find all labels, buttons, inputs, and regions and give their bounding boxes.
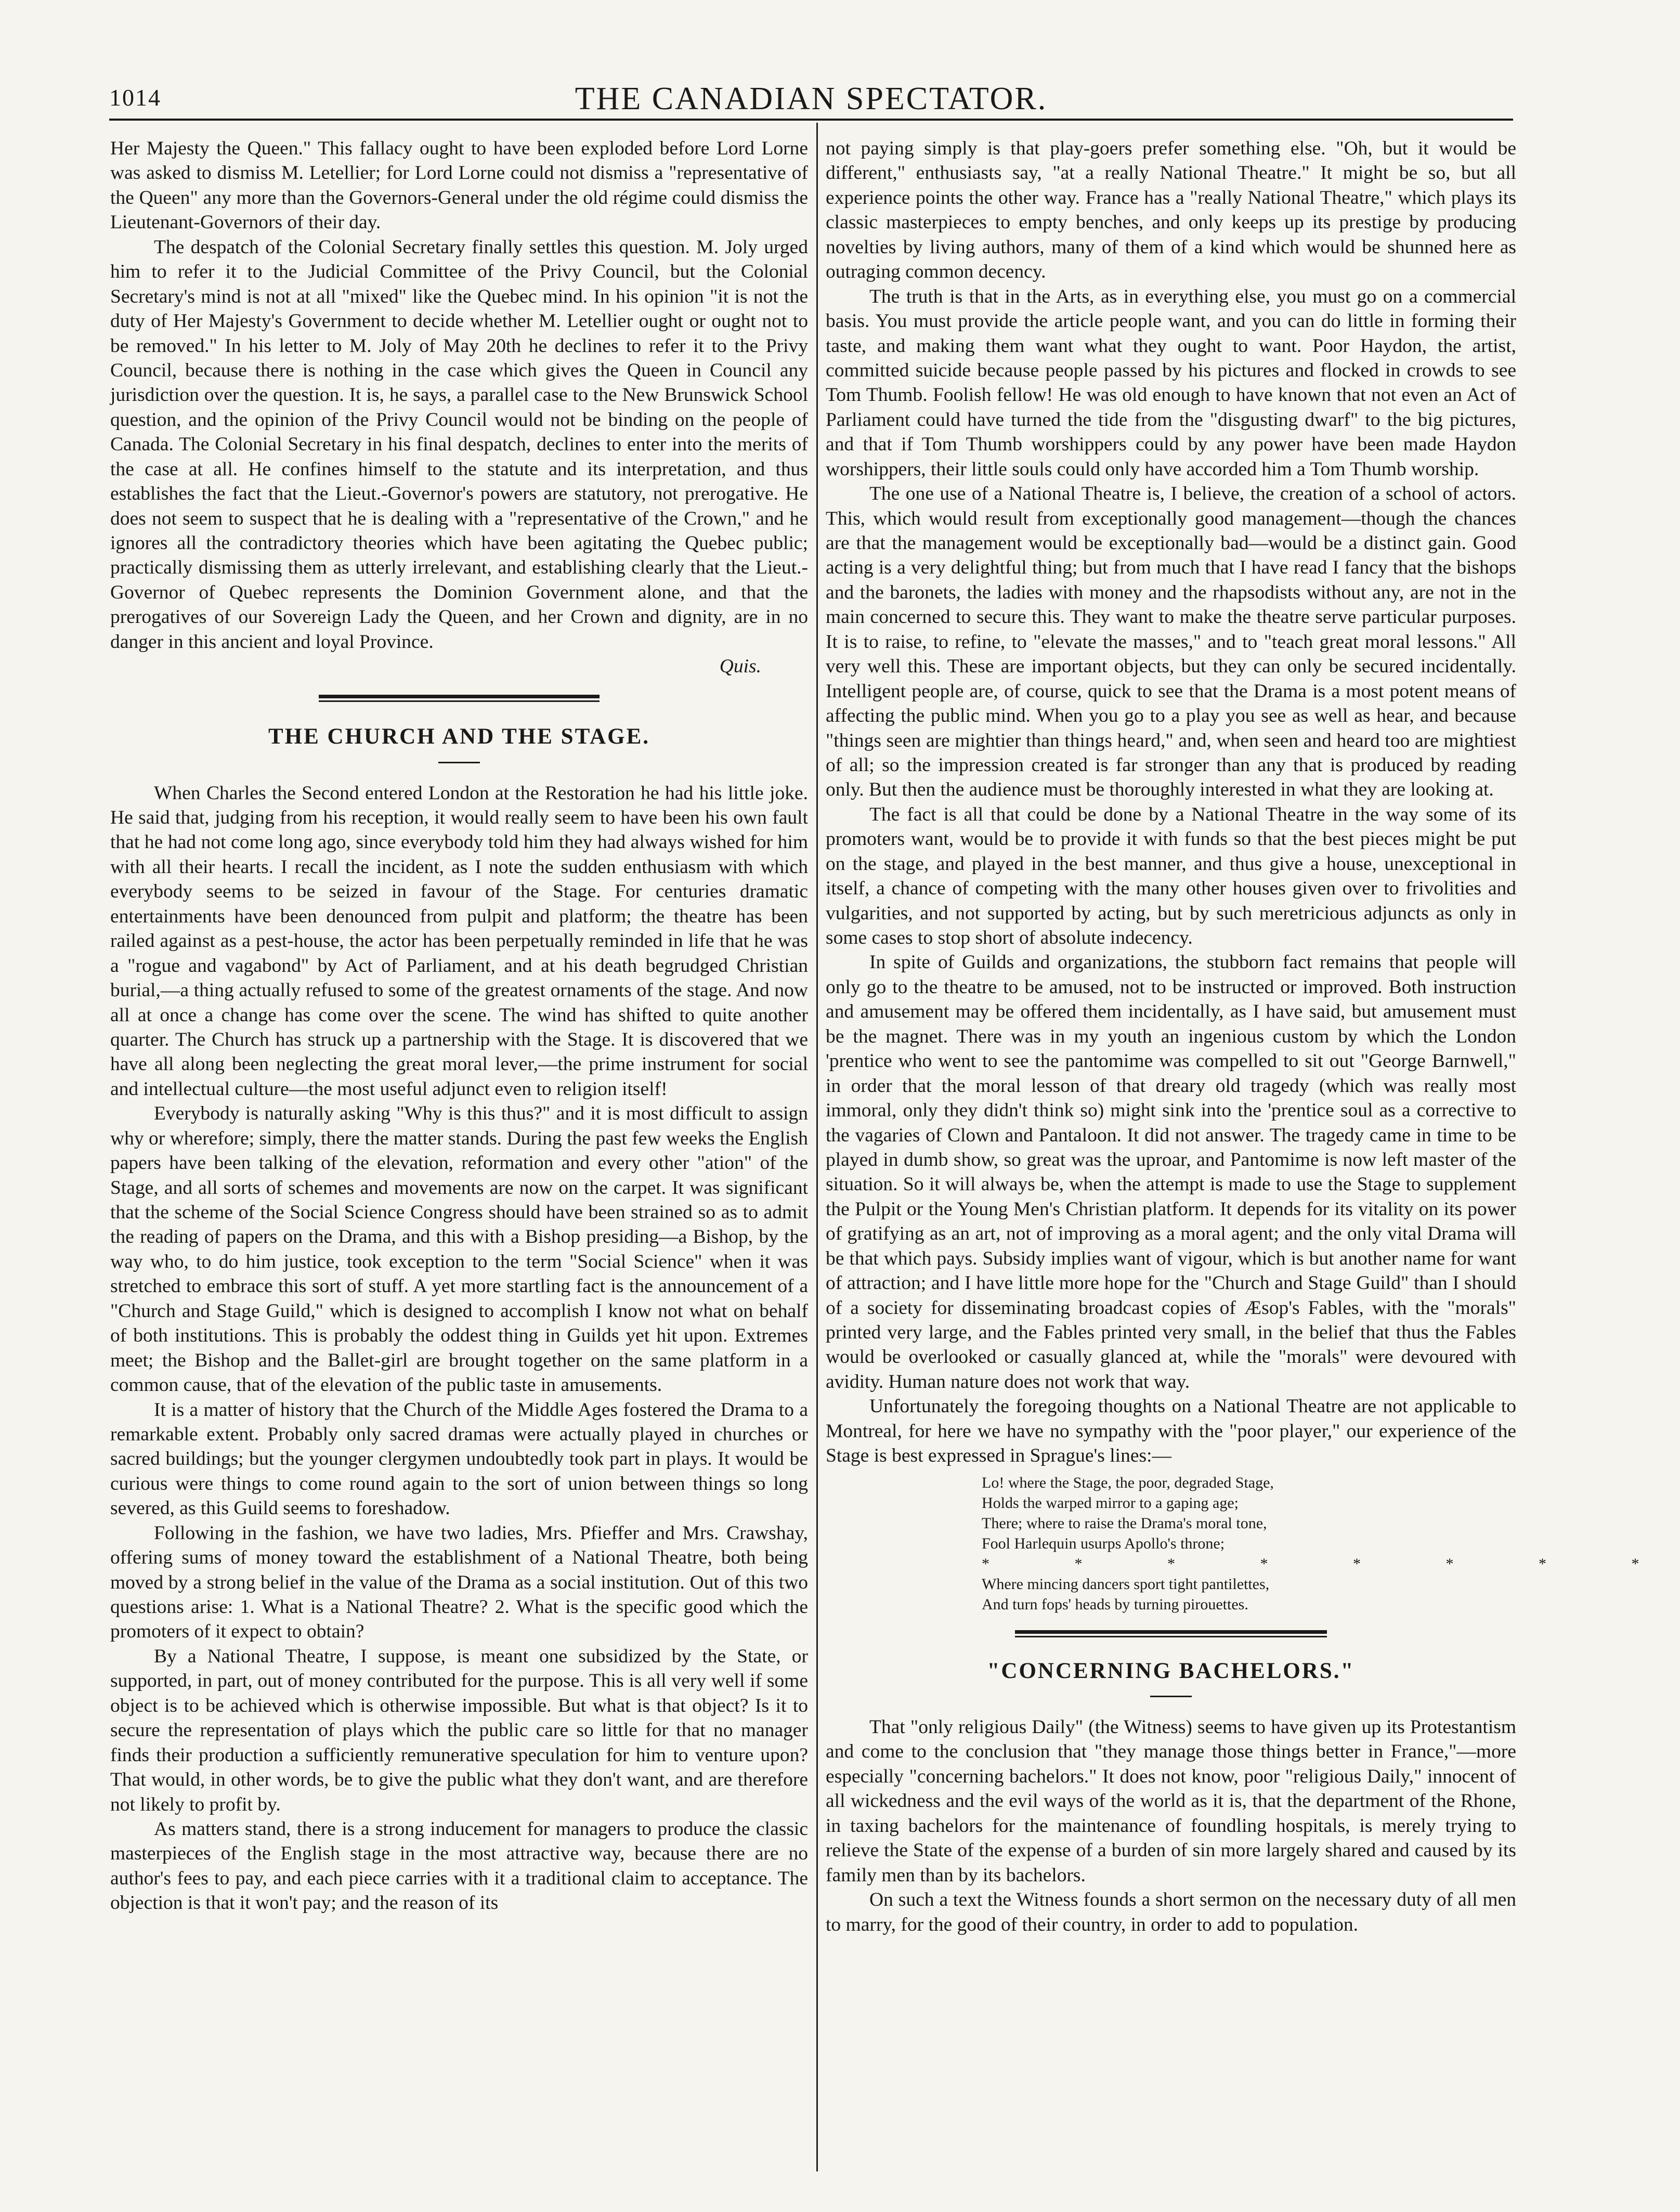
article-paragraph: The despatch of the Colonial Secretary finally settles this question. M. Joly urged him to refer it to the Judicial Committee of the Privy Council, but the Colonial Secretary's mind is not at all "mixed" like the Quebec mind. In his opinion "it is not the duty of Her Majesty's Government to decide whether M. Letellier ought or ought not to be removed." In his letter to M. Joly of May 20th he declines to refer it to the Privy Council, because there is nothing in the case which gives the Queen in Council any jurisdiction over the question. It is, he says, a parallel case to the New Brunswick School question, and the opinion of the Privy Council would not be binding on the people of Canada. The Colonial Secretary in his final despatch, declines to enter into the merits of the case at all. He confines himself to the statute and its interpretation, and thus establishes the fact that the Lieut.-Governor's powers are statutory, not prerogative. He does not seem to suspect that he is dealing with a "representative of the Crown," and he ignores all the contradictory theories which have been agitating the Quebec public; practically dismissing them as utterly irrelevant, and establishing clearly that the Lieut.-Governor of Quebec represents the Dominion Government alone, and that the prerogatives of our Sovereign Lady the Queen, and her Crown and dignity, are in no danger in this ancient and loyal Province. bbox=[110, 236, 808, 653]
verse-line: Fool Harlequin usurps Apollo's throne; bbox=[982, 1534, 1225, 1552]
section-title-bachelors: "CONCERNING BACHELORS." bbox=[987, 1658, 1355, 1683]
verse-line: Where mincing dancers sport tight pantilettes, bbox=[982, 1575, 1270, 1593]
article-paragraph: not paying simply is that play-goers prefer something else. "Oh, but it would be different," enthusiasts say, "at a really National Theatre." It might be so, but all experience points the other way. France has a "really National Theatre," which plays its classic masterpieces to empty benches, and only keeps up its prestige by producing novelties by living authors, many of them of a kind which would be shunned here as outraging common decency. bbox=[826, 138, 1516, 283]
article-paragraph: Everybody is naturally asking "Why is this thus?" and it is most difficult to assign why or wherefore; simply, there the matter stands. During the past few weeks the English papers have been talking of the elevation, reformation and every other "ation" of the Stage, and all sorts of schemes and movements are now on the carpet. It was significant that the scheme of the Social Science Congress should have been strained so as to admit the reading of papers on the Drama, and this with a Bishop presiding—a Bishop, by the way who, to do him justice, took exception to the term "Social Science" when it was stretched to embrace this sort of stuff. A yet more startling fact is the announcement of a "Church and Stage Guild," which is designed to accomplish I know not what on behalf of both institutions. This is probably the oddest thing in Guilds yet hit upon. Extremes meet; the Bishop and the Ballet-girl are brought together on the same platform in a common cause, that of the elevation of the public taste in amusements. bbox=[110, 1103, 808, 1396]
article-paragraph: The truth is that in the Arts, as in everything else, you must go on a commercial basis. You must provide the article people want, and you can do little in forming their taste, and making them want what they ought to want. Poor Haydon, the artist, committed suicide because people passed by his pictures and flocked in crowds to see Tom Thumb. Foolish fellow! He was old enough to have known that not even an Act of Parliament could have turned the tide from the "disgusting dwarf" to the big pictures, and that if Tom Thumb worshippers could by any power have been made Haydon worshippers, their little souls could only have accorded him a Tom Thumb worship. bbox=[826, 285, 1516, 480]
verse-quotation bbox=[982, 1473, 1680, 1615]
article-paragraph: Following in the fashion, we have two ladies, Mrs. Pfieffer and Mrs. Crawshay, offering sums of money toward the establishment of a National Theatre, both being moved by a strong belief in the value of the Drama as a social institution. Out of this two questions arise: 1. What is a National Theatre? 2. What is the specific good which the promoters of it expect to obtain? bbox=[110, 1522, 808, 1643]
column-divider bbox=[816, 123, 818, 2171]
header-rule bbox=[109, 119, 1513, 121]
article-paragraph: The fact is all that could be done by a National Theatre in the way some of its promoters want, would be to provide it with funds so that the best pieces might be put on the stage, and played in the best manner, and thus give a house, unexceptional in itself, a chance of competing with the many other houses given over to frivolities and vulgarities, and not supported by acting, but by such meretricious adjuncts as only in some cases to stop short of absolute indecency. bbox=[826, 803, 1516, 948]
verse-line: Holds the warped mirror to a gaping age; bbox=[982, 1494, 1239, 1512]
section-divider bbox=[1015, 1630, 1327, 1637]
signature-line bbox=[110, 654, 808, 677]
left-column bbox=[110, 136, 808, 2169]
article-paragraph: On such a text the Witness founds a short sermon on the necessary duty of all men to marry, for the good of their country, in order to add to population. bbox=[826, 1889, 1516, 1935]
article-paragraph: Unfortunately the foregoing thoughts on a National Theatre are not applicable to Montreal, for here we have no sympathy with the "poor player," our experience of the Stage is best expressed in Sprague's lines:— bbox=[826, 1396, 1516, 1467]
article-paragraph: When Charles the Second entered London at the Restoration he had his little joke. He said that, judging from his reception, it would really seem to have been his own fault that he had not come long ago, since everybody told him they had always wished for him with all their hearts. I recall the incident, as I note the sudden enthusiasm with which everybody seems to be seized in favour of the Stage. For centuries dramatic entertainments have been denounced from pulpit and platform; the theatre has been railed against as a pest-house, the actor has been perpetually reminded in life that he was a "rogue and vagabond" by Act of Parliament, and at his death begrudged Christian burial,—a thing actually refused to some of the greatest ornaments of the stage. And now all at once a change has come over the scene. The wind has shifted to quite another quarter. The Church has struck up a partnership with the Stage. It is discovered that we have all along been neglecting the great moral lever,—the prime instrument for social and intellectual culture—the most useful adjunct even to religion itself! bbox=[110, 782, 808, 1100]
section-divider bbox=[319, 695, 600, 702]
verse-line: There; where to raise the Drama's moral tone, bbox=[982, 1514, 1267, 1532]
article-paragraph: By a National Theatre, I suppose, is meant one subsidized by the State, or supported, in part, out of money contributed for the purpose. This is all very well if some object is to be achieved which is otherwise impossible. But what is that object? Is it to secure the representation of plays which the public care so little for that no manager finds their production a sufficiently remunerative speculation for him to venture upon? That would, in other words, be to give the public what they don't want, and are therefore not likely to profit by. bbox=[110, 1645, 808, 1815]
page-number: 1014 bbox=[109, 84, 161, 111]
title-underline bbox=[438, 762, 480, 763]
article-paragraph: As matters stand, there is a strong inducement for managers to produce the classic masterpieces of the English stage in the most attractive way, because there are no author's fees to pay, and each piece carries with it a traditional claim to acceptance. The objection is that it won't pay; and the reason of its bbox=[110, 1818, 808, 1914]
section-title-church-stage: THE CHURCH AND THE STAGE. bbox=[268, 724, 650, 749]
article-paragraph: In spite of Guilds and organizations, the stubborn fact remains that people will only go to the theatre to be amused, not to be instructed or improved. Both instruction and amusement may be offered them incidentally, as I have said, but amusement must be the magnet. There was in my youth an ingenious custom by which the London 'prentice who went to see the pantomime was compelled to sit out "George Barnwell," in order that the moral lesson of that dreary old tragedy (which was really most immoral, only they didn't think so) might sink into the 'prentice soul as a corrective to the vagaries of Clown and Pantaloon. It did not answer. The tragedy came in time to be played in dumb show, so great was the uproar, and Pantomime is now left master of the situation. So it will always be, when the attempt is made to use the Stage to supplement the Pulpit or the Young Men's Christian platform. It depends for its vitality on its power of gratifying as an art, not of improving as a moral agent; and the only vital Drama will be that which pays. Subsidy implies want of vigour, which is but another name for want of attraction; and I have little more hope for the "Church and Stage Guild" than I should of a society for disseminating broadcast copies of Æsop's Fables, with the "morals" printed very large, and the Fables printed very small, in the belief that thus the Fables would be overlooked or casually glanced at, while the "morals" were devoured with avidity. Human nature does not work that way. bbox=[826, 952, 1516, 1393]
article-paragraph: That "only religious Daily" (the Witness) seems to have given up its Protestantism and come to the conclusion that "they manage those things better in France,"—more especially "concerning bachelors." It does not know, poor "religious Daily," innocent of all wickedness and the evil ways of the world as it is, that the department of the Rhone, in taxing bachelors for the maintenance of foundling hospitals, is merely trying to relieve the State of the expense of a burden of sin more largely shared and caused by its family men than by its bachelors. bbox=[826, 1716, 1516, 1886]
verse-line: Lo! where the Stage, the poor, degraded Stage, bbox=[982, 1474, 1274, 1491]
right-column bbox=[826, 136, 1680, 2169]
masthead: THE CANADIAN SPECTATOR. bbox=[575, 81, 1048, 116]
verse-ellipsis-stars: * * * * * * * * bbox=[982, 1555, 1680, 1572]
author-signature: Quis. bbox=[719, 656, 761, 678]
article-paragraph: Her Majesty the Queen." This fallacy ought to have been exploded before Lord Lorne was asked to dismiss M. Letellier; for Lord Lorne could not dismiss a "representative of the Queen" any more than the Governors-General under the old régime could dismiss the Lieutenant-Governors of their day. bbox=[110, 138, 808, 233]
article-paragraph: The one use of a National Theatre is, I believe, the creation of a school of actors. This, which would result from exceptionally good management—though the chances are that the management would be exceptionally bad—would be a distinct gain. Good acting is a very delightful thing; but from much that I have read I fancy that the bishops and the baronets, the ladies with money and the rhapsodists without any, are not in the main concerned to secure this. They want to make the theatre serve particular purposes. It is to raise, to refine, to "elevate the masses," and to "teach great moral lessons." All very well this. These are important objects, but they can only be secured incidentally. Intelligent people are, of course, quick to see that the Drama is a most potent means of affecting the public mind. When you go to a play you see as well as hear, and because "things seen are mightier than things heard," and, when seen and heard too are mightiest of all; so the impression created is far stronger than any that is produced by reading only. But then the audience must be thoroughly interested in what they are looking at. bbox=[826, 483, 1516, 801]
title-underline bbox=[1150, 1696, 1192, 1697]
verse-line: And turn fops' heads by turning pirouettes. bbox=[982, 1595, 1248, 1613]
article-paragraph: It is a matter of history that the Church of the Middle Ages fostered the Drama to a remarkable extent. Probably only sacred dramas were actually played in churches or sacred buildings; but the younger clergymen undoubtedly took part in plays. It would be curious were things to come round again to the sort of union between things so long severed, as this Guild seems to foreshadow. bbox=[110, 1399, 808, 1519]
